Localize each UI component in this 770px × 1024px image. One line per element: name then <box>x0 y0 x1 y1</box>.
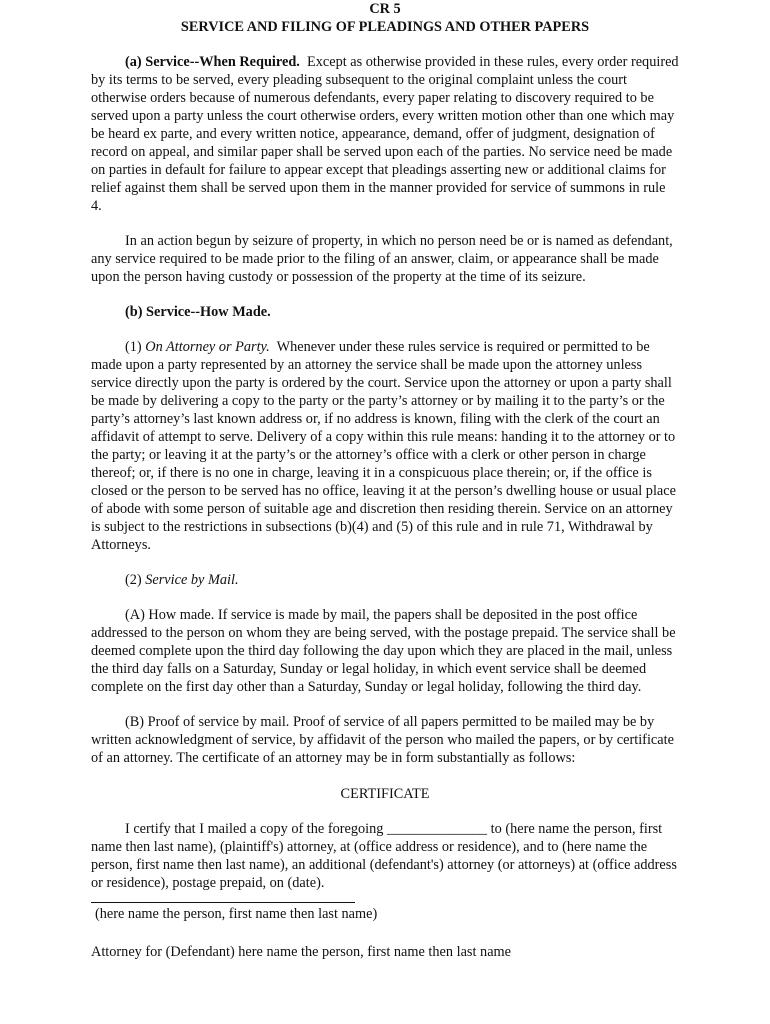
heading-b2 <box>91 571 679 589</box>
heading-b-label: (b) Service--How Made. <box>125 304 271 320</box>
paragraph-b2a: (A) How made. If service is made by mail, the papers shall be deposited in the post office addressed to the person on whom they are being served, with the postage prepaid. The service shall be deemed complete upon the third day following the day upon which they are placed in the mail, unless the third day falls on a Saturday, Sunday or legal holiday, in which event service shall be deemed complete on the first day other than a Saturday, Sunday or legal holiday, following the third day. <box>91 607 676 695</box>
paragraph-b2b: (B) Proof of service by mail. Proof of service of all papers permitted to be mailed may be by written acknowledgment of service, by affidavit of the person who mailed the papers, or by certificate of an attorney. The certificate of an attorney may be in form substantially as follows: <box>91 714 674 766</box>
paragraph-a-seizure: In an action begun by seizure of property, in which no person need be or is named as defendant, any service required to be made prior to the filing of an answer, claim, or appearance shall be made upon the person having custody or possession of the property at the time of its seizure. <box>91 233 673 285</box>
rule-number: CR 5 <box>369 1 401 17</box>
b2-number: (2) <box>125 572 142 588</box>
document-page <box>91 0 679 961</box>
certificate-heading: CERTIFICATE <box>340 786 430 802</box>
b1-number: (1) <box>125 339 142 355</box>
signature-line <box>91 902 355 903</box>
b1-heading: On Attorney or Party. <box>145 339 270 355</box>
b2-heading: Service by Mail. <box>145 572 239 588</box>
attorney-for-line: Attorney for (Defendant) here name the person, first name then last name <box>91 944 512 960</box>
heading-a: (a) Service--When Required. <box>125 54 300 70</box>
paragraph-b1 <box>91 338 679 554</box>
paragraph-a-text: Except as otherwise provided in these rules, every order required by its terms to be served, every pleading subsequent to the original complaint unless the court otherwise orders because of numerous defendants, every paper relating to discovery required to be served upon a party unless the court otherwise orders, every written motion other than one which may be heard ex parte, and every written notice, appearance, demand, offer of judgment, designation of record on appeal, and similar paper shall be served upon each of the parties. No service need be made on parties in default for failure to appear except that pleadings asserting new or additional claims for relief against them shall be served upon them in the manner provided for service of summons in rule 4. <box>91 54 679 214</box>
page-title: SERVICE AND FILING OF PLEADINGS AND OTHER PAPERS <box>180 19 590 35</box>
heading-b <box>91 303 679 321</box>
paragraph-a <box>91 53 679 215</box>
signature-caption: (here name the person, first name then last name) <box>95 906 378 922</box>
certificate-text: I certify that I mailed a copy of the foregoing ______________ to (here name the person, first name then last name), (plaintiff's) attorney, at (office address or residence), and to (here name the person, first name then last name), an additional (defendant's) attorney (or attorneys) at (office address or residence), postage prepaid, on (date). <box>91 821 677 891</box>
b1-text: Whenever under these rules service is required or permitted to be made upon a party represented by an attorney the service shall be made upon the attorney unless service directly upon the party is ordered by the court. Service upon the attorney or upon a party shall be made by delivering a copy to the party or the party’s attorney or by mailing it to the party’s or the party’s attorney’s last known address or, if no address is known, filing with the clerk of the court an affidavit of attempt to serve. Delivery of a copy within this rule means: handing it to the attorney or to the party; or leaving it at the party’s or the attorney’s office with a clerk or other person in charge thereof; or, if there is no one in charge, leaving it in a conspicuous place therein; or, if the office is closed or the person to be served has no office, leaving it at the person’s dwelling house or usual place of abode with some person of suitable age and discretion then residing therein. Service on an attorney is subject to the restrictions in subsections (b)(4) and (5) of this rule and in rule 71, Withdrawal by Attorneys. <box>91 339 676 553</box>
